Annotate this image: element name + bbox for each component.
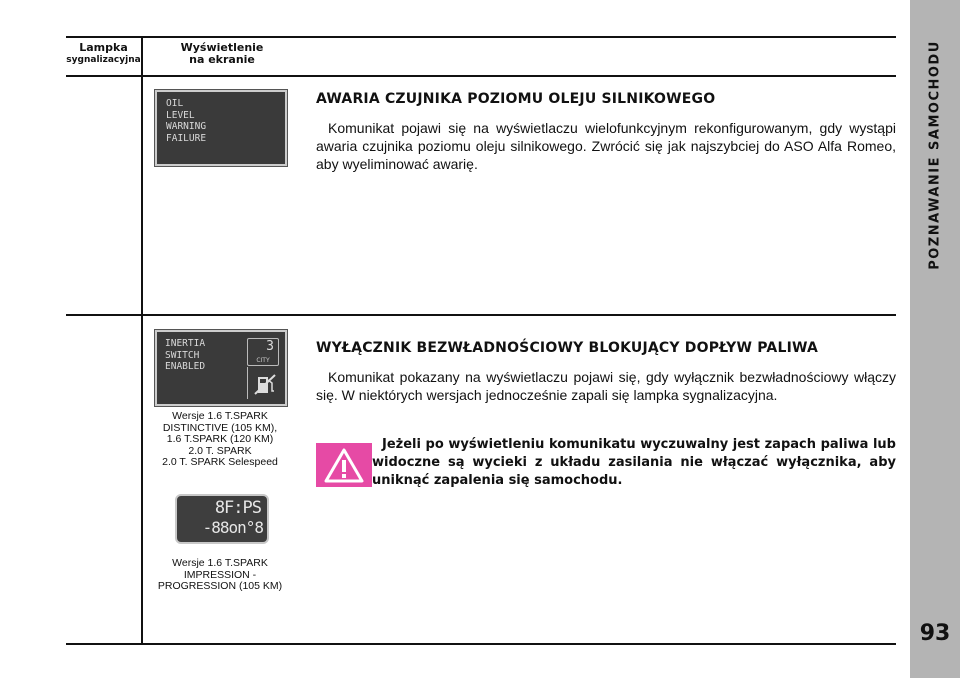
warning-text: Jeżeli po wyświetleniu komunikatu wyczuwalny jest zapach paliwa lub widoczne są wycieki z układu zasilania nie włączać wyłącznika, aby uniknąć zapalenia się samochodu. — [372, 437, 896, 488]
row-divider — [66, 314, 896, 316]
header-display-sub: na ekranie — [189, 53, 255, 66]
page-number: 93 — [919, 621, 951, 646]
caption-inertia-versions: Wersje 1.6 T.SPARK DISTINCTIVE (105 KM), 1.6 T.SPARK (120 KM) 2.0 T. SPARK 2.0 T. SPARK Selespeed — [162, 410, 278, 468]
section-title-oil: AWARIA CZUJNIKA POZIOMU OLEJU SILNIKOWEGO — [316, 91, 716, 107]
top-rule — [66, 36, 896, 38]
section-text-inertia: Komunikat pokazany na wyświetlaczu pojawi się, gdy wyłącznik bezwładnościowy włączy się. W niektórych wersjach jednocześnie zapali się lampka sygnalizacyjna. — [316, 369, 896, 403]
fuel-pump-icon — [250, 369, 280, 399]
header-rule — [66, 75, 896, 77]
header-display: Wyświetlenie — [180, 41, 264, 54]
column-header-display — [172, 42, 272, 66]
side-title: POZNAWANIE SAMOCHODU — [927, 40, 943, 270]
section-title-inertia: WYŁĄCZNIK BEZWŁADNOŚCIOWY BLOKUJĄCY DOPŁYW PALIWA — [316, 340, 819, 356]
caption-digital-versions: Wersje 1.6 T.SPARK IMPRESSION - PROGRESSION (105 KM) — [157, 557, 283, 592]
warning-triangle-icon — [316, 443, 372, 487]
header-lamp-sub: sygnalizacyjna — [66, 55, 141, 65]
inertia-switch-display — [155, 330, 287, 406]
fuel-cutoff-box — [247, 367, 278, 399]
header-lamp: Lampka — [79, 41, 128, 54]
oil-level-display — [155, 90, 287, 166]
gear-indicator — [247, 338, 279, 366]
city-mode-label: CITY — [256, 357, 270, 364]
bottom-rule — [66, 643, 896, 645]
digital-display-top: 8F:PS — [214, 498, 261, 518]
inertia-display-text: INERTIA SWITCH ENABLED — [165, 338, 206, 372]
warning-box — [316, 443, 372, 487]
column-divider — [141, 36, 143, 645]
column-header-indicator — [66, 42, 141, 66]
oil-display-text: OIL LEVEL WARNING FAILURE — [166, 98, 207, 144]
gear-number: 3 — [266, 339, 274, 354]
digital-display — [175, 494, 269, 544]
digital-display-bottom: -88on°8 — [202, 518, 263, 537]
section-text-oil: Komunikat pojawi się na wyświetlaczu wielofunkcyjnym rekonfigurowanym, gdy wystąpi awaria czujnika poziomu oleju silnikowego. Zwrócić się jak najszybciej do ASO Alfa Romeo, aby wyeliminować awarię. — [316, 120, 896, 172]
